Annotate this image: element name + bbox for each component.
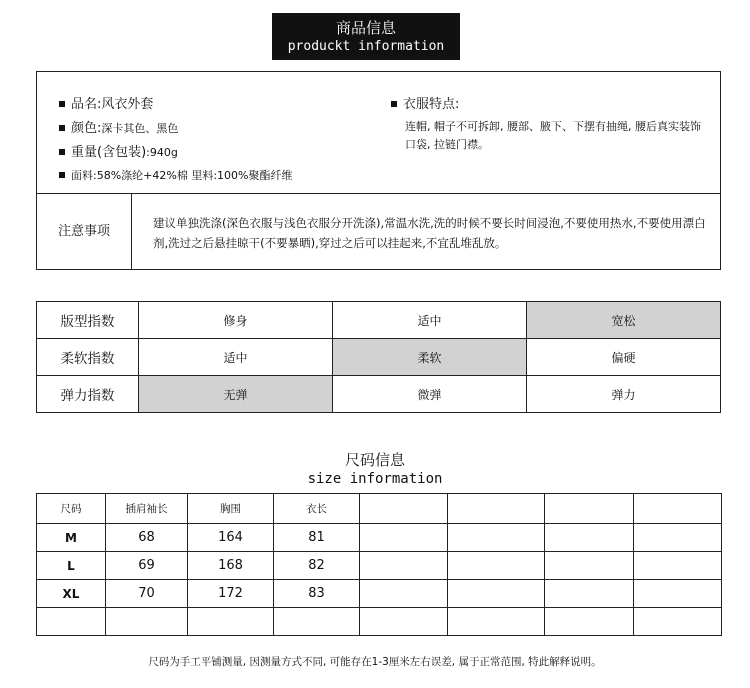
size-cell: XL (37, 580, 106, 608)
index-label: 版型指数 (37, 302, 139, 339)
product-name-line (59, 96, 153, 114)
size-table-header (37, 494, 722, 524)
color-value: 深卡其色、黑色 (101, 122, 179, 135)
size-note: 尺码为手工平铺测量, 因测量方式不同, 可能存在1-3厘米左右误差, 属于正常范围, 特此解释说明。 (148, 656, 602, 668)
size-row (37, 524, 722, 552)
size-cell (360, 608, 448, 636)
divider (131, 193, 132, 269)
size-cell: 83 (274, 580, 360, 608)
square-bullet-icon (59, 172, 65, 178)
care-label: 注意事项 (57, 224, 110, 239)
index-row (37, 302, 721, 339)
size-header-cell (448, 494, 545, 524)
square-bullet-icon (59, 125, 65, 131)
material-line (59, 167, 292, 185)
index-option: 修身 (139, 302, 333, 339)
size-header-cell: 插肩袖长 (106, 494, 188, 524)
index-row (37, 376, 721, 413)
weight-label: 重量(含包装) (71, 145, 147, 160)
size-cell (360, 552, 448, 580)
size-header-cell: 尺码 (37, 494, 106, 524)
divider (37, 193, 720, 194)
index-label: 柔软指数 (37, 339, 139, 376)
color-label: 颜色: (71, 121, 102, 136)
size-cell (545, 524, 634, 552)
size-header-cell (634, 494, 722, 524)
index-option: 微弹 (333, 376, 527, 413)
care-instructions: 建议单独洗涤(深色衣服与浅色衣服分开洗涤),常温水洗,洗的时候不要长时间浸泡,不要使用热水,不要使用漂白剂,洗过之后悬挂晾干(不要暴晒),穿过之后可以挂起来,不宜乱堆乱放。 (153, 216, 706, 250)
index-row (37, 339, 721, 376)
size-table (36, 493, 722, 636)
size-cell: 172 (188, 580, 274, 608)
square-bullet-icon (59, 149, 65, 155)
section-header-product-info (272, 13, 460, 60)
size-cell (37, 608, 106, 636)
index-option: 宽松 (527, 302, 721, 339)
size-cell (545, 580, 634, 608)
index-option: 适中 (139, 339, 333, 376)
material: 面料:58%涤纶+42%棉 里料:100%聚酯纤维 (71, 169, 293, 182)
size-row (37, 552, 722, 580)
index-option: 偏硬 (527, 339, 721, 376)
color-line (59, 120, 178, 138)
features-title-text: 衣服特点: (403, 97, 460, 112)
size-cell: 82 (274, 552, 360, 580)
size-cell (360, 580, 448, 608)
size-cell (448, 552, 545, 580)
index-option: 适中 (333, 302, 527, 339)
size-cell (448, 580, 545, 608)
header-title-cn: 商品信息 (335, 19, 396, 37)
size-cell (634, 608, 722, 636)
size-cell (360, 524, 448, 552)
square-bullet-icon (59, 101, 65, 107)
size-cell (634, 524, 722, 552)
size-header-cell: 衣长 (274, 494, 360, 524)
header-title-en: produckt information (287, 39, 445, 54)
index-option: 柔软 (333, 339, 527, 376)
size-cell (188, 608, 274, 636)
features-title (391, 96, 459, 114)
size-row (37, 608, 722, 636)
size-header-cell (360, 494, 448, 524)
size-cell: 164 (188, 524, 274, 552)
size-cell (448, 608, 545, 636)
weight-value: :940g (146, 146, 178, 159)
product-name: 品名:风衣外套 (71, 97, 154, 112)
size-cell (274, 608, 360, 636)
index-option: 无弹 (139, 376, 333, 413)
features-text: 连帽, 帽子不可拆卸, 腰部、腋下、下摆有抽绳, 腰后真实装饰口袋, 拉链门襟。 (405, 120, 701, 151)
size-cell: 70 (106, 580, 188, 608)
size-cell: 81 (274, 524, 360, 552)
size-cell: 69 (106, 552, 188, 580)
weight-line (59, 144, 178, 162)
size-cell (106, 608, 188, 636)
index-label: 弹力指数 (37, 376, 139, 413)
size-cell (448, 524, 545, 552)
size-cell (545, 552, 634, 580)
product-info-box (36, 71, 721, 270)
square-bullet-icon (391, 101, 397, 107)
size-row (37, 580, 722, 608)
size-title-cn: 尺码信息 (344, 451, 405, 469)
size-cell: L (37, 552, 106, 580)
size-header-cell (545, 494, 634, 524)
size-cell: 168 (188, 552, 274, 580)
fit-index-table (36, 301, 721, 413)
size-cell: M (37, 524, 106, 552)
size-title-en: size information (307, 471, 443, 487)
size-header-cell: 胸围 (188, 494, 274, 524)
index-option: 弹力 (527, 376, 721, 413)
size-cell (634, 580, 722, 608)
size-cell (545, 608, 634, 636)
size-cell (634, 552, 722, 580)
size-cell: 68 (106, 524, 188, 552)
